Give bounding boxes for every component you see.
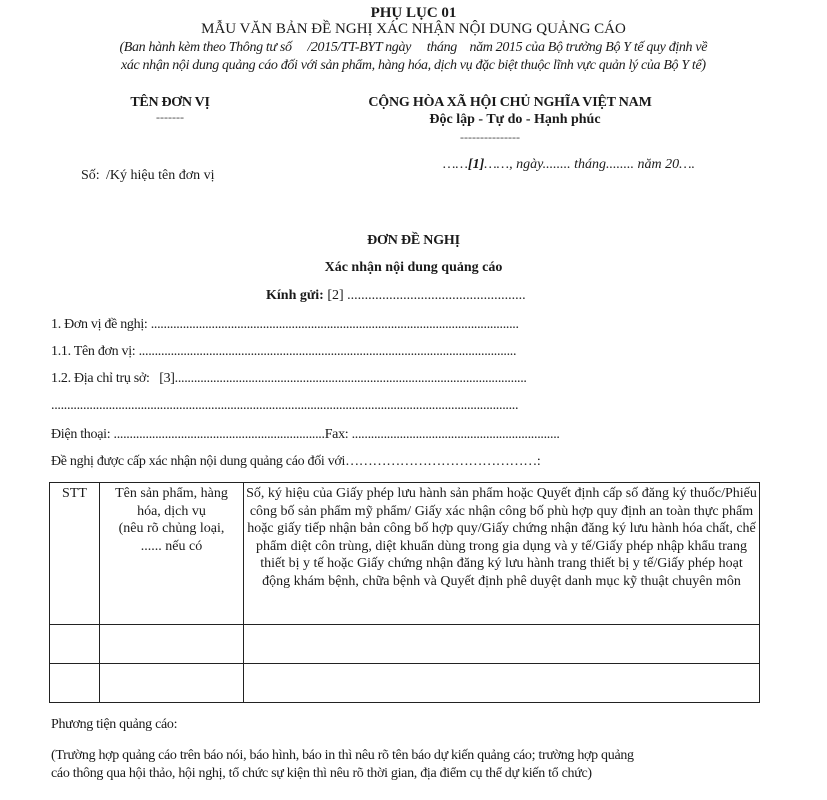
recipient-field[interactable] xyxy=(266,288,526,304)
issued-note-line-1: (Ban hành kèm theo Thông tư số /2015/TT-BYT ngày tháng năm 2015 của Bộ trưởng Bộ Y tế quy định về xyxy=(119,40,708,55)
republic-heading: CỘNG HÒA XÃ HỘI CHỦ NGHĨA VIỆT NAM xyxy=(368,95,652,110)
document-number-label: Số: xyxy=(81,168,100,183)
phone-fax-field[interactable]: Điện thoại: ..................................................................Fax: ................................................................. xyxy=(51,427,560,442)
appendix-title: PHỤ LỤC 01 xyxy=(370,5,457,21)
header-product-name-line: Tên sản phẩm, hàng xyxy=(115,486,228,501)
national-motto: Độc lập - Tự do - Hạnh phúc xyxy=(429,112,601,127)
table-cell-license[interactable] xyxy=(244,625,760,664)
table-cell-product[interactable] xyxy=(100,625,244,664)
table-row xyxy=(50,625,760,664)
applicant-unit-field[interactable]: 1. Đơn vị đề nghị: ................................................................................................................... xyxy=(51,317,519,332)
unit-name-heading: TÊN ĐƠN VỊ xyxy=(130,95,210,110)
header-product-name-line: ...... nếu có xyxy=(140,538,203,554)
header-product-name xyxy=(100,483,244,625)
date-footnote-ref: [1] xyxy=(467,157,485,172)
advertising-note-line-1: (Trường hợp quảng cáo trên báo nói, báo hình, báo in thì nêu rõ tên báo dự kiến quảng cáo; trường hợp quảng xyxy=(51,748,634,763)
product-table xyxy=(49,482,760,703)
recipient-value: [2] ................................................... xyxy=(323,288,526,303)
issued-note-line-2: xác nhận nội dung quảng cáo đối với sản phẩm, hàng hóa, dịch vụ đặc biệt thuộc lĩnh vực quản lý của Bộ Y tế) xyxy=(121,58,706,73)
motto-divider: --------------- xyxy=(460,130,520,144)
table-cell-stt[interactable] xyxy=(50,625,100,664)
template-title: MẪU VĂN BẢN ĐỀ NGHỊ XÁC NHẬN NỘI DUNG QUẢNG CÁO xyxy=(201,21,626,37)
advertising-means-label: Phương tiện quảng cáo: xyxy=(51,717,178,732)
unit-divider: ------- xyxy=(156,110,184,124)
table-cell-product[interactable] xyxy=(100,664,244,703)
table-row xyxy=(50,664,760,703)
header-product-name-line: (nêu rõ chủng loại, xyxy=(118,521,225,536)
table-cell-license[interactable] xyxy=(244,664,760,703)
headquarters-address-field[interactable]: 1.2. Địa chỉ trụ sở: [3].............................................................................................................. xyxy=(51,371,527,386)
date-suffix: ……, ngày........ tháng........ năm 20…. xyxy=(484,157,696,172)
table-header-row xyxy=(50,483,760,625)
header-license-number: Số, ký hiệu của Giấy phép lưu hành sản phẩm hoặc Quyết định cấp số đăng ký thuốc/Phiếu công bố sản phẩm mỹ phẩm/ Giấy xác nhận công bố phù hợp quy định an toàn thực phẩm hoặc giấy tiếp nhận bản công bố hợp quy/Giấy chứng nhận đăng ký lưu hành hóa chất, chế phẩm diệt côn trùng, diệt khuẩn dùng trong gia dụng và y tế/Giấy phép nhập khẩu trang thiết bị y tế hoặc Giấy chứng nhận đăng ký lưu hành trang thiết bị y tế/Giấy phép hoạt động khám bệnh, chữa bệnh và Quyết định phê duyệt danh mục kỹ thuật chuyên môn xyxy=(244,483,760,625)
header-stt: STT xyxy=(50,483,100,625)
document-symbol-field[interactable]: /Ký hiệu tên đơn vị xyxy=(106,168,215,183)
advertising-note-line-2: cáo thông qua hội thảo, hội nghị, tổ chức sự kiện thì nêu rõ thời gian, địa điểm cụ thể dự kiến tổ chức) xyxy=(51,766,592,781)
unit-name-field[interactable]: 1.1. Tên đơn vị: ...................................................................................................................... xyxy=(51,344,517,359)
header-product-name-line: hóa, dịch vụ xyxy=(137,503,206,519)
form-title: ĐƠN ĐỀ NGHỊ xyxy=(367,233,460,248)
date-prefix: …… xyxy=(443,157,468,172)
recipient-label: Kính gửi: xyxy=(266,288,324,303)
request-statement[interactable]: Đề nghị được cấp xác nhận nội dung quảng cáo đối với……………………………………: xyxy=(51,454,541,469)
form-subtitle: Xác nhận nội dung quảng cáo xyxy=(324,260,503,275)
place-date-field[interactable] xyxy=(443,157,695,173)
address-continuation-field[interactable]: .................................................................................................................................................. xyxy=(51,398,519,413)
table-cell-stt[interactable] xyxy=(50,664,100,703)
